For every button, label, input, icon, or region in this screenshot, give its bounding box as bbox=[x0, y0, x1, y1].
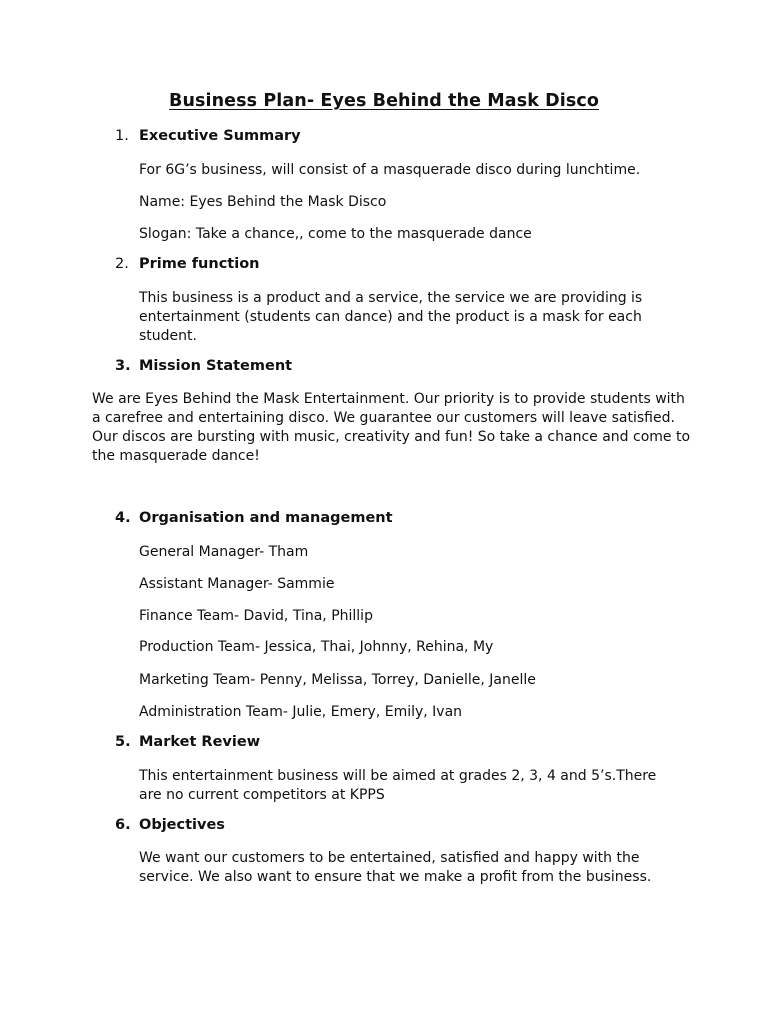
paragraph: For 6G’s business, will consist of a masquerade disco during lunchtime. bbox=[139, 162, 641, 178]
section-number: 1. bbox=[115, 128, 129, 144]
section-heading-prime-function bbox=[115, 256, 259, 272]
paragraph: This business is a product and a service, the service we are providing is entertainment (students can dance) and the product is a mask for each student. bbox=[139, 290, 643, 344]
section-heading-market-review bbox=[115, 734, 260, 750]
section-heading-organisation-and-management bbox=[115, 510, 393, 526]
paragraph: Assistant Manager- Sammie bbox=[139, 576, 335, 592]
section-title: Mission Statement bbox=[139, 358, 293, 374]
paragraph: Administration Team- Julie, Emery, Emily, Ivan bbox=[139, 704, 463, 720]
document-title: Business Plan- Eyes Behind the Mask Disco bbox=[169, 91, 599, 111]
section-title: Market Review bbox=[139, 734, 261, 750]
section-heading-objectives bbox=[115, 817, 225, 833]
section-number: 5. bbox=[115, 734, 131, 750]
paragraph: Production Team- Jessica, Thai, Johnny, Rehina, My bbox=[139, 639, 494, 655]
paragraph: General Manager- Tham bbox=[139, 544, 309, 560]
section-number: 4. bbox=[115, 510, 131, 526]
section-title: Prime function bbox=[139, 256, 260, 272]
section-title: Objectives bbox=[139, 817, 225, 833]
paragraph: Name: Eyes Behind the Mask Disco bbox=[139, 194, 387, 210]
section-title: Organisation and management bbox=[139, 510, 393, 526]
paragraph: We want our customers to be entertained, satisfied and happy with the service. We also want to ensure that we make a profit from the business. bbox=[139, 850, 652, 885]
section-number: 3. bbox=[115, 358, 131, 374]
section-heading-executive-summary bbox=[115, 128, 301, 144]
paragraph: Marketing Team- Penny, Melissa, Torrey, Danielle, Janelle bbox=[139, 672, 536, 688]
section-title: Executive Summary bbox=[139, 128, 301, 144]
paragraph: This entertainment business will be aimed at grades 2, 3, 4 and 5’s.There are no current competitors at KPPS bbox=[139, 768, 657, 803]
paragraph: Slogan: Take a chance,, come to the masquerade dance bbox=[139, 226, 532, 242]
section-number: 2. bbox=[115, 256, 129, 272]
section-number: 6. bbox=[115, 817, 131, 833]
paragraph: We are Eyes Behind the Mask Entertainment. Our priority is to provide students with a carefree and entertaining disco. We guarantee our customers will leave satisfied. Our discos are bursting with music, creativity and fun! So take a chance and come to the masquerade dance! bbox=[92, 391, 691, 464]
paragraph: Finance Team- David, Tina, Phillip bbox=[139, 608, 373, 624]
section-heading-mission-statement bbox=[115, 358, 292, 374]
